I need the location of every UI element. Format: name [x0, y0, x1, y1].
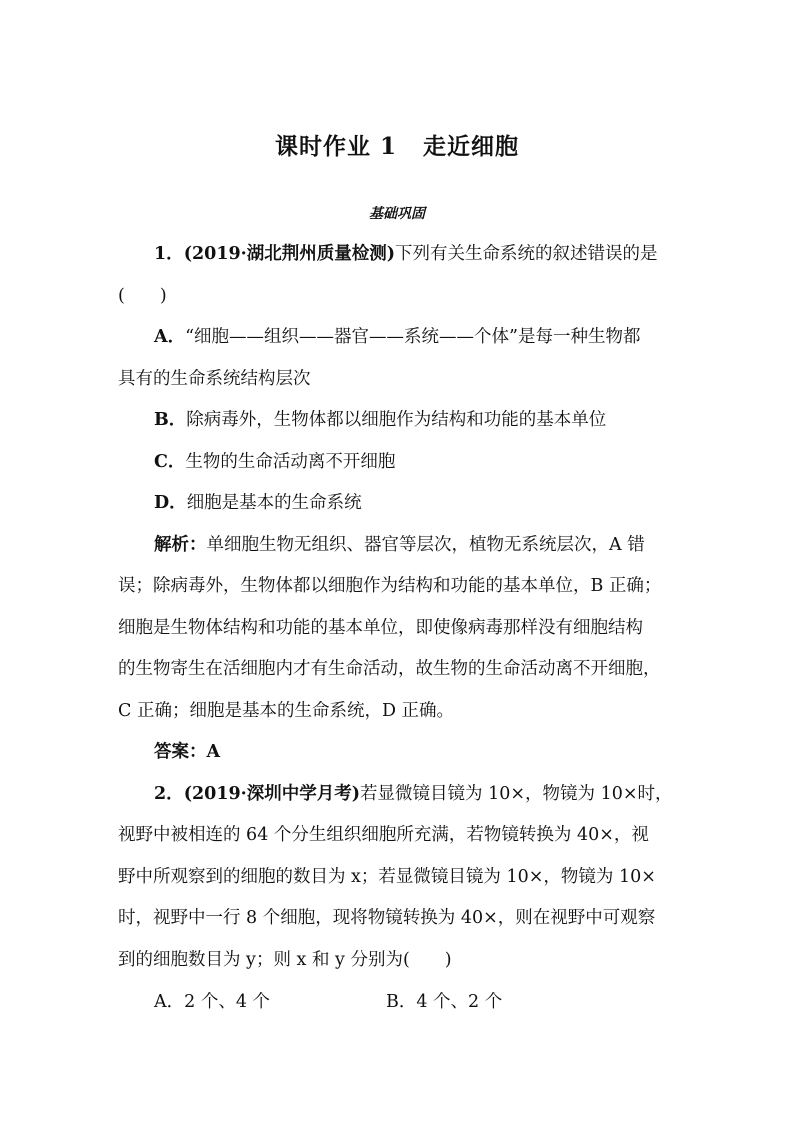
q1-option-d-text: 细胞是基本的生命系统	[186, 493, 362, 513]
q1-option-c	[154, 450, 395, 474]
q2-stem-line1	[154, 782, 673, 806]
q1-option-c-label: C．	[154, 452, 186, 472]
q1-number: 1．	[154, 244, 184, 264]
q1-stem-line1	[154, 242, 658, 266]
q2-source: (2019·深圳中学月考)	[183, 784, 361, 804]
q1-option-a-cont: 具有的生命系统结构层次	[118, 369, 311, 389]
q1-option-b-label: B．	[154, 410, 187, 430]
q2-stem-line3: 野中所观察到的细胞的数目为 x；若显微镜目镜为 10×，物镜为 10×	[118, 867, 656, 887]
q2-stem-line4: 时，视野中一行 8 个细胞，现将物镜转换为 40×，则在视野中可观察	[118, 908, 656, 928]
q1-option-a	[154, 325, 640, 349]
q1-answer-label: 答案：	[154, 742, 207, 762]
section-heading: 基础巩固	[369, 206, 425, 222]
q1-analysis-line5: C 正确；细胞是基本的生命系统，D 正确。	[118, 701, 455, 721]
q1-stem-line2: ( )	[118, 286, 167, 306]
q1-analysis-text1: 单细胞生物无组织、器官等层次，植物无系统层次，A 错	[206, 535, 645, 555]
q2-number: 2．	[154, 784, 184, 804]
q1-analysis-line2: 误；除病毒外，生物体都以细胞作为结构和功能的基本单位，B 正确；	[118, 576, 662, 596]
title-part2: 走近细胞	[423, 133, 519, 160]
q2-stem-text1: 若显微镜目镜为 10×，物镜为 10×时，	[360, 784, 673, 804]
q1-answer	[154, 740, 220, 764]
q2-stem-line2: 视野中被相连的 64 个分生组织细胞所充满，若物镜转换为 40×，视	[118, 825, 649, 845]
q1-analysis-line4: 的生物寄生在活细胞内才有生命活动，故生物的生命活动离不开细胞，	[118, 659, 661, 679]
q1-option-d-label: D．	[154, 493, 187, 513]
q1-option-a-label: A．	[154, 327, 186, 347]
page-title	[0, 128, 794, 161]
q1-option-d	[154, 491, 362, 515]
title-part1: 课时作业 1	[274, 133, 397, 160]
q1-option-a-text: “细胞——组织——器官——系统——个体”是每一种生物都	[185, 327, 641, 347]
q1-analysis-line1	[154, 533, 645, 557]
q1-source: (2019·湖北荆州质量检测)	[183, 244, 396, 264]
q1-analysis-line3: 细胞是生物体结构和功能的基本单位，即使像病毒那样没有细胞结构	[118, 618, 643, 638]
q1-option-b	[154, 408, 606, 432]
q1-option-c-text: 生物的生命活动离不开细胞	[185, 452, 396, 472]
q2-option-b: B．4 个、2 个	[386, 992, 503, 1012]
q2-stem-line5: 到的细胞数目为 y；则 x 和 y 分别为( )	[118, 950, 452, 970]
q1-stem-text: 下列有关生命系统的叙述错误的是	[395, 244, 658, 264]
q1-analysis-label: 解析：	[154, 535, 207, 555]
q2-option-a: A．2 个、4 个	[154, 992, 271, 1012]
q1-answer-value: A	[206, 742, 221, 762]
q1-option-b-text: 除病毒外，生物体都以细胞作为结构和功能的基本单位	[186, 410, 607, 430]
